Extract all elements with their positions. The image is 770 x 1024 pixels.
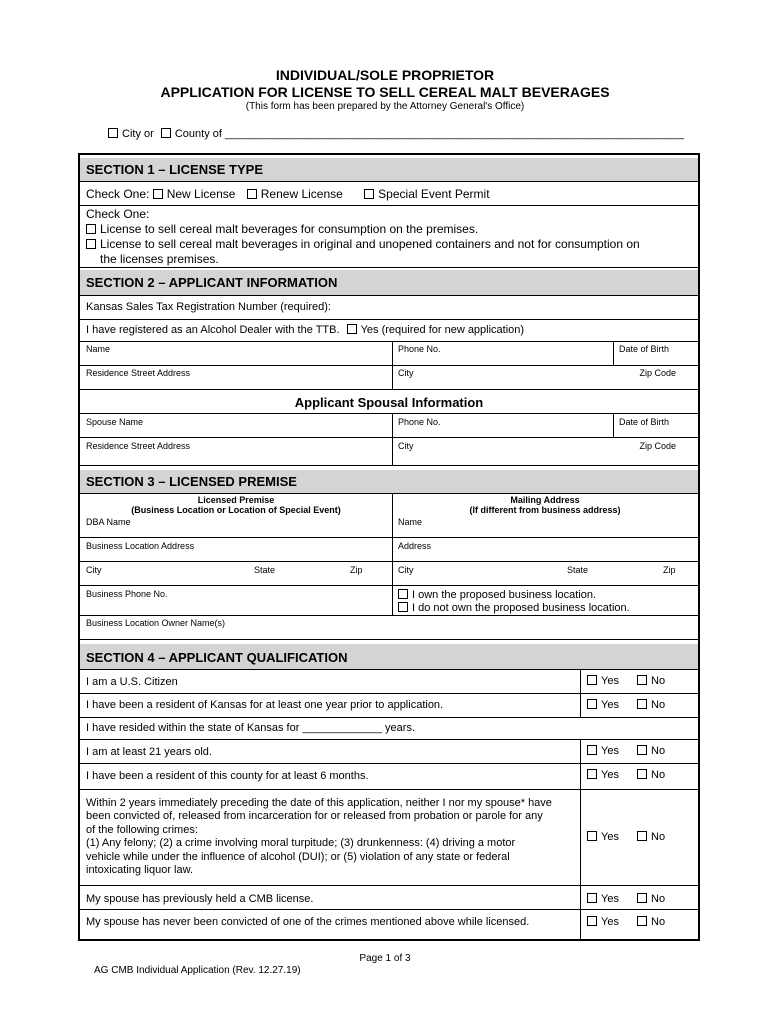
phone-field[interactable]: Phone No. (398, 344, 441, 354)
section-2-header: SECTION 2 – APPLICANT INFORMATION (80, 270, 698, 296)
q-spouse-convicted-row: My spouse has never been convicted of one of the crimes mentioned above while licensed. Yes No (80, 910, 698, 939)
on-premises-checkbox[interactable] (86, 224, 96, 234)
q-age-text: I am at least 21 years old. (86, 746, 212, 758)
section-3-header: SECTION 3 – LICENSED PREMISE (80, 470, 698, 494)
business-location-address-field[interactable]: Business Location Address (86, 541, 195, 551)
q-county-resident-row: I have been a resident of this county for at least 6 months. Yes No (80, 764, 698, 790)
q-convictions-text: Within 2 years immediately preceding the date of this application, neither I nor my spouse* have been convicted of, released from incarceration for or released from probation or parole for any of the following crimes: (1) Any felony; (2) a crime involving moral turpitude; (3) drunkenness: (4) driving a motor vehicle while under the influence of alcohol (DUI); or (5) violation of any state or federal intoxicating liquor law. (86, 797, 552, 877)
q-spouse-convicted-text: My spouse has never been convicted of one of the crimes mentioned above while licensed. (86, 916, 530, 928)
county-blank[interactable]: ___________________________________________________________________________ (225, 128, 684, 140)
q-us-citizen-row: I am a U.S. Citizen Yes No (80, 670, 698, 694)
dob-field[interactable]: Date of Birth (619, 344, 670, 354)
q1-yes-checkbox[interactable] (587, 675, 597, 685)
q-spouse-license-text: My spouse has previously held a CMB license. (86, 893, 314, 905)
q5-no-checkbox[interactable] (637, 769, 647, 779)
mailing-address-field[interactable]: Address (398, 541, 432, 551)
spouse-address-field[interactable]: Residence Street Address (86, 441, 191, 451)
business-city-row (80, 562, 698, 586)
q-spouse-license-row: My spouse has previously held a CMB license. Yes No (80, 886, 698, 910)
business-zip-field[interactable]: Zip (350, 565, 363, 575)
spousal-info-heading: Applicant Spousal Information (80, 390, 698, 414)
business-city-field[interactable]: City (86, 565, 102, 575)
mailing-state-field[interactable]: State (567, 565, 589, 575)
q1-no-checkbox[interactable] (637, 675, 647, 685)
business-address-row (80, 538, 698, 562)
section-4-header: SECTION 4 – APPLICANT QUALIFICATION (80, 644, 698, 670)
city-field[interactable]: City (398, 368, 414, 378)
owner-names-field[interactable]: Business Location Owner Name(s) (86, 618, 226, 628)
q8-yes-checkbox[interactable] (587, 916, 597, 926)
mailing-address-subheading: (If different from business address) (469, 505, 621, 515)
ttb-row: I have registered as an Alcohol Dealer with the TTB. Yes (required for new application) (80, 320, 698, 342)
spouse-address-row (80, 438, 698, 466)
city-county-line: City or County of ___________________________________________________________________________ (108, 128, 684, 140)
renew-license-checkbox[interactable] (247, 189, 257, 199)
prepared-by-note: (This form has been prepared by the Attorney General's Office) (245, 101, 525, 112)
license-type-row: Check One: New License Renew License Special Event Permit (80, 182, 698, 206)
q-convictions-row: Within 2 years immediately preceding the date of this application, neither I nor my spouse* have been convicted of, released from incarceration for or released from probation or parole for any of the following crimes: (1) Any felony; (2) a crime involving moral turpitude; (3) drunkenness: (4) driving a motor vehicle while under the influence of alcohol (DUI); or (5) violation of any state or federal intoxicating liquor law. Yes No (80, 790, 698, 886)
q6-no-checkbox[interactable] (637, 831, 647, 841)
q-county-resident-text: I have been a resident of this county for at least 6 months. (86, 770, 369, 782)
q6-yes-checkbox[interactable] (587, 831, 597, 841)
premise-heading-row (80, 494, 698, 538)
mailing-address-heading: Mailing Address (510, 495, 580, 505)
own-location-checkbox[interactable] (398, 589, 408, 599)
q2-no-checkbox[interactable] (637, 699, 647, 709)
title-line-1: INDIVIDUAL/SOLE PROPRIETOR (275, 67, 495, 83)
phone-ownership-row: Business Phone No. I own the proposed business location. I do not own the proposed business location. (80, 586, 698, 616)
q-years-resided-text[interactable]: I have resided within the state of Kansas for _____________ years. (86, 722, 415, 734)
q-age-row: I am at least 21 years old. Yes No (80, 740, 698, 764)
spouse-dob-field[interactable]: Date of Birth (619, 417, 670, 427)
applicant-name-row (80, 342, 698, 366)
q8-no-checkbox[interactable] (637, 916, 647, 926)
spouse-phone-field[interactable]: Phone No. (398, 417, 441, 427)
q7-yes-checkbox[interactable] (587, 893, 597, 903)
page-number: Page 1 of 3 (359, 953, 411, 964)
mailing-name-field[interactable]: Name (398, 517, 423, 527)
ttb-yes-checkbox[interactable] (347, 324, 357, 334)
section-1-header: SECTION 1 – LICENSE TYPE (80, 158, 698, 182)
q7-no-checkbox[interactable] (637, 893, 647, 903)
q4-no-checkbox[interactable] (637, 745, 647, 755)
title-line-2: APPLICATION FOR LICENSE TO SELL CEREAL MALT BEVERAGES (160, 84, 610, 100)
mailing-zip-field[interactable]: Zip (663, 565, 676, 575)
licensed-premise-heading: Licensed Premise (197, 495, 275, 505)
form-revision: AG CMB Individual Application (Rev. 12.27.19) (94, 965, 301, 976)
spouse-name-field[interactable]: Spouse Name (86, 417, 144, 427)
q-us-citizen-text: I am a U.S. Citizen (86, 676, 178, 688)
licensed-premise-subheading: (Business Location or Location of Special Event) (131, 505, 341, 515)
name-field[interactable]: Name (86, 344, 111, 354)
spouse-name-row (80, 414, 698, 438)
spouse-zip-field[interactable]: Zip Code (639, 441, 676, 451)
q2-yes-checkbox[interactable] (587, 699, 597, 709)
new-license-checkbox[interactable] (153, 189, 163, 199)
q4-yes-checkbox[interactable] (587, 745, 597, 755)
tax-registration-row[interactable]: Kansas Sales Tax Registration Number (required): (80, 296, 698, 320)
county-checkbox[interactable] (161, 128, 171, 138)
applicant-address-row (80, 366, 698, 390)
dba-name-field[interactable]: DBA Name (86, 517, 131, 527)
q-kansas-resident-row: I have been a resident of Kansas for at least one year prior to application. Yes No (80, 694, 698, 718)
special-event-checkbox[interactable] (364, 189, 374, 199)
mailing-city-field[interactable]: City (398, 565, 414, 575)
business-phone-field[interactable]: Business Phone No. (86, 589, 168, 599)
address-field[interactable]: Residence Street Address (86, 368, 191, 378)
license-scope-row: Check One: License to sell cereal malt beverages for consumption on the premises. License to sell cereal malt beverages in original and unopened containers and not for consumption on the licenses premises. (80, 206, 698, 268)
zip-field[interactable]: Zip Code (639, 368, 676, 378)
business-state-field[interactable]: State (254, 565, 276, 575)
original-containers-checkbox[interactable] (86, 239, 96, 249)
q-kansas-resident-text: I have been a resident of Kansas for at least one year prior to application. (86, 699, 444, 711)
city-checkbox[interactable] (108, 128, 118, 138)
spouse-city-field[interactable]: City (398, 441, 414, 451)
owner-names-row (80, 616, 698, 640)
not-own-location-checkbox[interactable] (398, 602, 408, 612)
q5-yes-checkbox[interactable] (587, 769, 597, 779)
q-years-resided-row (80, 718, 698, 740)
